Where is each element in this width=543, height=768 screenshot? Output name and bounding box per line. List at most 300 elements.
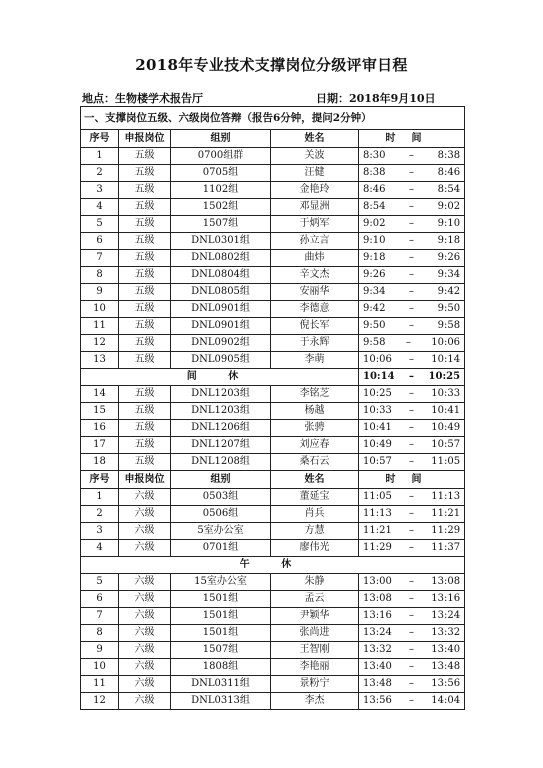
time-cell [359,540,465,557]
row-level: 五级 [119,148,171,165]
end-time: 9:58 [437,320,461,331]
row-name: 孙立言 [271,233,359,250]
time-dash: – [409,678,415,689]
start-time: 13:00 [363,576,392,587]
row-group: 1507组 [171,642,271,659]
table-row [81,335,465,352]
time-cell [359,335,465,352]
time-range [359,489,464,505]
row-no: 9 [81,642,119,659]
row-group: DNL1206组 [171,420,271,437]
table-row [81,420,465,437]
time-range [359,199,464,215]
row-level: 五级 [119,216,171,233]
end-time: 9:50 [437,303,461,314]
row-level: 六级 [119,540,171,557]
time-dash: – [409,201,415,212]
time-range [359,506,464,522]
end-time: 9:26 [437,252,461,263]
table-row [81,216,465,233]
end-time: 9:34 [437,269,461,280]
row-no: 11 [81,318,119,335]
time-dash: – [409,184,415,195]
start-time: 8:38 [363,167,386,178]
row-group: DNL0301组 [171,233,271,250]
start-time: 10:25 [363,388,392,399]
row-group: 0700组群 [171,148,271,165]
time-cell [359,454,465,471]
row-group: DNL0311组 [171,676,271,693]
table-row [81,642,465,659]
time-range [359,216,464,232]
row-no: 1 [81,489,119,506]
time-range [359,182,464,198]
row-no: 4 [81,540,119,557]
time-dash: – [409,286,415,297]
start-time: 10:57 [363,456,392,467]
row-level: 五级 [119,386,171,403]
header-group: 组别 [171,130,271,148]
end-time: 13:40 [431,644,461,655]
end-time: 13:08 [431,576,461,587]
end-time: 11:29 [431,525,461,536]
row-level: 五级 [119,437,171,454]
row-name: 于永辉 [271,335,359,352]
row-no: 9 [81,284,119,301]
end-time: 8:54 [437,184,461,195]
row-group: 1501组 [171,591,271,608]
table-row [81,523,465,540]
break-label: 间 休 [81,369,359,386]
row-group: DNL0802组 [171,250,271,267]
table-row [81,693,465,710]
time-range [359,233,464,249]
header-name: 姓名 [271,130,359,148]
start-time: 8:54 [363,201,386,212]
row-group: 0705组 [171,165,271,182]
end-time: 11:37 [431,542,461,553]
end-time: 13:48 [431,661,461,672]
table-row [81,489,465,506]
table-row [81,386,465,403]
row-level: 六级 [119,659,171,676]
break-row [81,369,465,386]
time-dash: – [409,542,415,553]
row-name: 王智刚 [271,642,359,659]
page-title: 2018年专业技术支撑岗位分级评审日程 [135,56,408,74]
start-time: 11:13 [363,508,392,519]
time-range [359,148,464,164]
row-no: 10 [81,301,119,318]
row-name: 桑石云 [271,454,359,471]
end-time: 11:13 [431,491,461,502]
end-time: 10:14 [431,354,461,365]
row-group: DNL1207组 [171,437,271,454]
row-group: 1102组 [171,182,271,199]
row-no: 8 [81,267,119,284]
table-row [81,506,465,523]
row-no: 13 [81,352,119,369]
end-time: 11:21 [431,508,461,519]
time-dash: – [409,508,415,519]
row-group: 0701组 [171,540,271,557]
header-level: 申报岗位 [119,471,171,489]
row-no: 7 [81,250,119,267]
time-cell [359,676,465,693]
table-row [81,148,465,165]
time-range [359,523,464,539]
row-name: 曲炜 [271,250,359,267]
time-cell [359,506,465,523]
time-range [359,693,464,709]
row-level: 五级 [119,233,171,250]
table-row [81,182,465,199]
time-range [359,591,464,607]
start-time: 13:48 [363,678,392,689]
row-group: DNL0905组 [171,352,271,369]
time-dash: – [409,371,415,382]
row-level: 五级 [119,352,171,369]
time-cell [359,523,465,540]
row-no: 5 [81,216,119,233]
time-range [359,352,464,368]
date-label: 日期：2018年9月10日 [316,92,436,105]
start-time: 10:14 [363,371,395,382]
end-time: 13:32 [431,627,461,638]
row-no: 18 [81,454,119,471]
row-level: 六级 [119,591,171,608]
row-name: 安丽华 [271,284,359,301]
row-group: DNL0902组 [171,335,271,352]
time-range [359,420,464,436]
table-row [81,233,465,250]
row-group: 0503组 [171,489,271,506]
time-range [359,608,464,624]
row-no: 6 [81,591,119,608]
time-cell [359,489,465,506]
table-row [81,574,465,591]
time-dash: – [409,695,415,706]
row-level: 六级 [119,523,171,540]
time-cell [359,250,465,267]
row-level: 六级 [119,676,171,693]
time-cell [359,352,465,369]
row-no: 10 [81,659,119,676]
time-range [359,165,464,181]
time-range [359,659,464,675]
row-level: 五级 [119,199,171,216]
row-name: 刘应春 [271,437,359,454]
row-group: 15室办公室 [171,574,271,591]
row-no: 7 [81,608,119,625]
row-name: 邓显洲 [271,199,359,216]
row-group: DNL0805组 [171,284,271,301]
time-dash: – [409,354,415,365]
row-level: 五级 [119,403,171,420]
break-row [81,557,465,574]
time-cell [359,318,465,335]
time-range [359,301,464,317]
end-time: 13:16 [431,593,461,604]
start-time: 10:49 [363,439,392,450]
row-no: 8 [81,625,119,642]
end-time: 13:24 [431,610,461,621]
schedule-table [80,106,465,710]
row-name: 杨越 [271,403,359,420]
column-header-row [81,130,465,148]
row-name: 李艳丽 [271,659,359,676]
start-time: 13:56 [363,695,392,706]
time-cell [359,608,465,625]
table-row [81,403,465,420]
row-group: 1808组 [171,659,271,676]
start-time: 9:34 [363,286,386,297]
header-group: 组别 [171,471,271,489]
table-row [81,625,465,642]
time-cell [359,182,465,199]
start-time: 11:05 [363,491,392,502]
row-level: 五级 [119,182,171,199]
row-level: 五级 [119,301,171,318]
time-dash: – [409,252,415,263]
start-time: 11:29 [363,542,392,553]
time-cell [359,591,465,608]
time-dash: – [409,439,415,450]
start-time: 11:21 [363,525,392,536]
start-time: 9:18 [363,252,386,263]
row-group: DNL1208组 [171,454,271,471]
row-no: 5 [81,574,119,591]
row-level: 五级 [119,318,171,335]
time-range [359,437,464,453]
row-name: 张骋 [271,420,359,437]
column-header-row [81,471,465,489]
row-name: 孟云 [271,591,359,608]
table-row [81,267,465,284]
time-dash: – [409,661,415,672]
time-range [359,284,464,300]
time-cell [359,642,465,659]
time-cell [359,199,465,216]
row-level: 五级 [119,165,171,182]
row-no: 12 [81,335,119,352]
start-time: 13:08 [363,593,392,604]
section-title: 一、支撑岗位五级、六级岗位答辩（报告6分钟，提问2分钟） [81,107,465,130]
row-name: 张尚进 [271,625,359,642]
time-cell [359,165,465,182]
time-cell [359,301,465,318]
header-time: 时间 [359,130,465,148]
start-time: 10:06 [363,354,392,365]
start-time: 9:42 [363,303,386,314]
row-no: 3 [81,523,119,540]
time-cell [359,420,465,437]
time-range [359,642,464,658]
start-time: 13:24 [363,627,392,638]
end-time: 9:10 [437,218,461,229]
time-dash: – [409,167,415,178]
end-time: 14:04 [431,695,461,706]
row-group: DNL0901组 [171,318,271,335]
row-group: DNL1203组 [171,386,271,403]
time-dash: – [409,627,415,638]
row-level: 六级 [119,625,171,642]
row-name: 董延宝 [271,489,359,506]
time-range [359,369,464,385]
break-label: 午 休 [81,557,465,574]
end-time: 11:05 [431,456,461,467]
row-level: 六级 [119,642,171,659]
time-cell [359,403,465,420]
time-dash: – [409,405,415,416]
row-no: 2 [81,506,119,523]
row-name: 肖兵 [271,506,359,523]
time-dash: – [409,303,415,314]
row-name: 李德意 [271,301,359,318]
table-row [81,591,465,608]
time-dash: – [409,456,415,467]
end-time: 10:49 [431,422,461,433]
end-time: 8:46 [437,167,461,178]
row-group: DNL0901组 [171,301,271,318]
row-level: 五级 [119,454,171,471]
table-row [81,454,465,471]
time-cell [359,148,465,165]
time-dash: – [409,422,415,433]
row-group: 5室办公室 [171,523,271,540]
row-name: 李铭芝 [271,386,359,403]
schedule-body [81,107,465,710]
end-time: 10:06 [431,337,461,348]
start-time: 9:02 [363,218,386,229]
location-label: 地点：生物楼学术报告厅 [82,92,203,105]
time-cell [359,659,465,676]
time-range [359,676,464,692]
row-no: 17 [81,437,119,454]
start-time: 13:32 [363,644,392,655]
time-cell [359,386,465,403]
row-group: 1502组 [171,199,271,216]
table-row [81,199,465,216]
start-time: 10:41 [363,422,392,433]
row-no: 11 [81,676,119,693]
time-dash: – [409,593,415,604]
row-group: DNL1203组 [171,403,271,420]
start-time: 8:46 [363,184,386,195]
time-range [359,250,464,266]
row-name: 倪长军 [271,318,359,335]
row-level: 五级 [119,284,171,301]
row-name: 金艳玲 [271,182,359,199]
row-level: 六级 [119,608,171,625]
time-dash: – [409,388,415,399]
table-row [81,608,465,625]
row-no: 6 [81,233,119,250]
end-time: 10:33 [431,388,461,399]
time-cell [359,369,465,386]
table-row [81,437,465,454]
row-name: 李萌 [271,352,359,369]
end-time: 8:38 [437,150,461,161]
time-dash: – [409,644,415,655]
row-level: 五级 [119,420,171,437]
row-no: 16 [81,420,119,437]
row-level: 六级 [119,693,171,710]
start-time: 9:50 [363,320,386,331]
table-row [81,540,465,557]
table-row [81,352,465,369]
time-dash: – [409,576,415,587]
end-time: 10:57 [431,439,461,450]
row-level: 六级 [119,574,171,591]
time-cell [359,693,465,710]
start-time: 8:30 [363,150,386,161]
time-cell [359,267,465,284]
row-name: 朱静 [271,574,359,591]
row-level: 六级 [119,506,171,523]
time-dash: – [409,610,415,621]
time-dash: – [409,525,415,536]
time-dash: – [409,269,415,280]
row-no: 4 [81,199,119,216]
row-group: DNL0313组 [171,693,271,710]
row-level: 五级 [119,267,171,284]
row-group: 1501组 [171,625,271,642]
table-row [81,250,465,267]
time-range [359,454,464,470]
row-no: 14 [81,386,119,403]
end-time: 13:56 [431,678,461,689]
time-dash: – [405,337,411,348]
end-time: 9:18 [437,235,461,246]
header-time: 时间 [359,471,465,489]
table-row [81,318,465,335]
start-time: 9:10 [363,235,386,246]
time-cell [359,625,465,642]
header-no: 序号 [81,471,119,489]
row-name: 辛文杰 [271,267,359,284]
time-cell [359,233,465,250]
time-dash: – [409,320,415,331]
row-level: 五级 [119,335,171,352]
row-name: 景粉宁 [271,676,359,693]
row-level: 六级 [119,489,171,506]
time-range [359,386,464,402]
row-name: 方慧 [271,523,359,540]
start-time: 9:58 [363,337,386,348]
start-time: 13:16 [363,610,392,621]
table-row [81,659,465,676]
time-dash: – [409,491,415,502]
table-row [81,676,465,693]
row-no: 12 [81,693,119,710]
row-level: 五级 [119,250,171,267]
row-name: 于炳军 [271,216,359,233]
section-header-row [81,107,465,130]
row-name: 李杰 [271,693,359,710]
end-time: 9:02 [437,201,461,212]
table-row [81,165,465,182]
row-group: 0506组 [171,506,271,523]
start-time: 10:33 [363,405,392,416]
time-dash: – [409,150,415,161]
time-cell [359,437,465,454]
row-name: 廖伟光 [271,540,359,557]
row-name: 尹颖华 [271,608,359,625]
end-time: 10:41 [431,405,461,416]
row-no: 15 [81,403,119,420]
header-name: 姓名 [271,471,359,489]
